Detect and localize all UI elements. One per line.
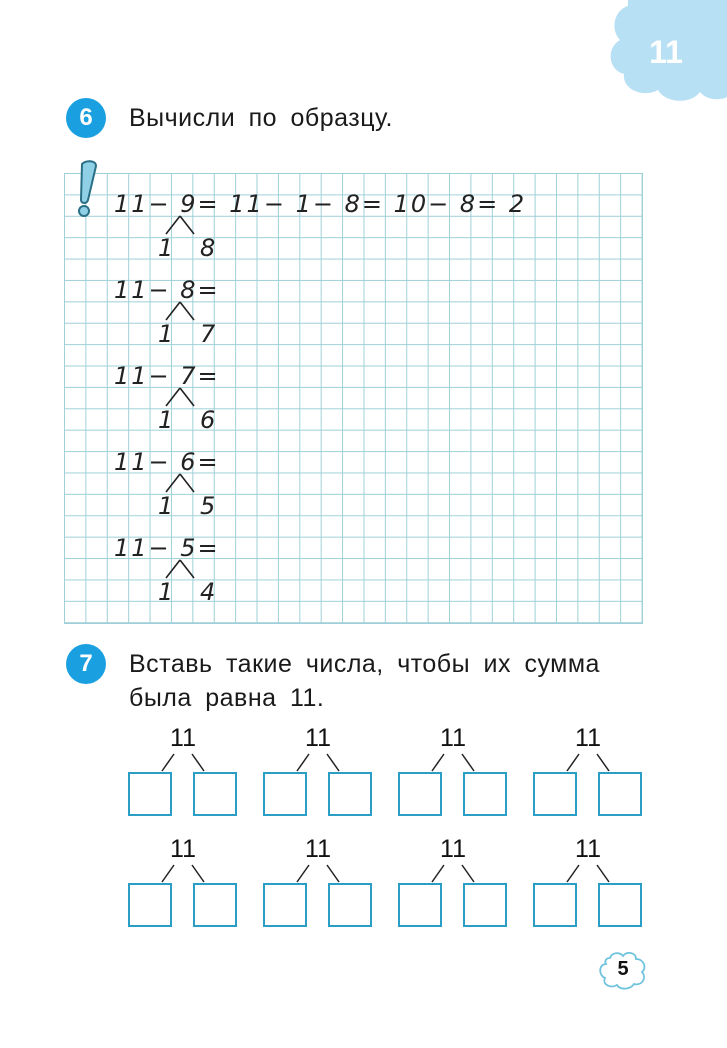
split-left: 1 xyxy=(158,578,176,606)
exercise-expression: 11− 8= xyxy=(114,276,220,304)
answer-box-right[interactable] xyxy=(463,772,507,816)
split-right: 5 xyxy=(200,492,218,520)
sum-total: 11 xyxy=(575,724,601,752)
answer-box-left[interactable] xyxy=(128,883,172,927)
answer-box-left[interactable] xyxy=(128,772,172,816)
decomposition-branch-icon xyxy=(160,558,200,580)
sum-total: 11 xyxy=(305,835,331,863)
answer-box-right[interactable] xyxy=(193,883,237,927)
answer-box-left[interactable] xyxy=(263,883,307,927)
decomposition-branch-icon xyxy=(160,472,200,494)
sum-decomposition xyxy=(533,724,643,814)
branch-icon xyxy=(428,752,478,774)
sum-total: 11 xyxy=(305,724,331,752)
exercise-expression: 11− 6= xyxy=(114,448,220,476)
sum-total: 11 xyxy=(170,724,196,752)
sum-total: 11 xyxy=(575,835,601,863)
sum-decomposition xyxy=(128,835,238,925)
split-right: 6 xyxy=(200,406,218,434)
sum-total: 11 xyxy=(170,835,196,863)
sum-decomposition xyxy=(533,835,643,925)
answer-box-left[interactable] xyxy=(398,883,442,927)
branch-icon xyxy=(563,863,613,885)
task-instruction: Вычисли по образцу. xyxy=(129,104,393,132)
answer-box-right[interactable] xyxy=(328,883,372,927)
task-number-badge: 7 xyxy=(66,644,106,684)
lesson-number: 11 xyxy=(649,34,683,70)
task-instruction-line1: Вставь такие числа, чтобы их сумма xyxy=(129,650,600,678)
sum-decomposition xyxy=(398,835,508,925)
sum-total: 11 xyxy=(440,724,466,752)
split-left: 1 xyxy=(158,492,176,520)
answer-box-left[interactable] xyxy=(533,883,577,927)
example-expression: 11− 9= 11− 1− 8= 10− 8= 2 xyxy=(114,190,527,218)
split-right: 4 xyxy=(200,578,218,606)
answer-box-right[interactable] xyxy=(598,883,642,927)
branch-icon xyxy=(428,863,478,885)
answer-box-right[interactable] xyxy=(598,772,642,816)
split-left: 1 xyxy=(158,406,176,434)
lesson-number-cloud xyxy=(608,0,727,105)
branch-icon xyxy=(293,752,343,774)
branch-icon xyxy=(158,863,208,885)
branch-icon xyxy=(158,752,208,774)
exercise-expression: 11− 7= xyxy=(114,362,220,390)
split-right: 8 xyxy=(200,234,218,262)
branch-icon xyxy=(563,752,613,774)
task-instruction-line2: была равна 11. xyxy=(129,684,325,712)
sum-decomposition xyxy=(263,724,373,814)
branch-icon xyxy=(293,863,343,885)
decomposition-branch-icon xyxy=(160,386,200,408)
answer-box-right[interactable] xyxy=(463,883,507,927)
page-number: 5 xyxy=(617,958,629,980)
exclamation-icon xyxy=(72,160,102,220)
split-left: 1 xyxy=(158,234,176,262)
page-number-cloud xyxy=(598,950,648,990)
answer-box-left[interactable] xyxy=(263,772,307,816)
answer-box-right[interactable] xyxy=(328,772,372,816)
sum-decomposition xyxy=(128,724,238,814)
sum-decomposition xyxy=(398,724,508,814)
sum-total: 11 xyxy=(440,835,466,863)
answer-box-right[interactable] xyxy=(193,772,237,816)
split-right: 7 xyxy=(200,320,218,348)
decomposition-branch-icon xyxy=(160,214,200,236)
decomposition-branch-icon xyxy=(160,300,200,322)
answer-box-left[interactable] xyxy=(398,772,442,816)
split-left: 1 xyxy=(158,320,176,348)
task-number-badge: 6 xyxy=(66,98,106,138)
exercise-expression: 11− 5= xyxy=(114,534,220,562)
answer-box-left[interactable] xyxy=(533,772,577,816)
sum-decomposition xyxy=(263,835,373,925)
